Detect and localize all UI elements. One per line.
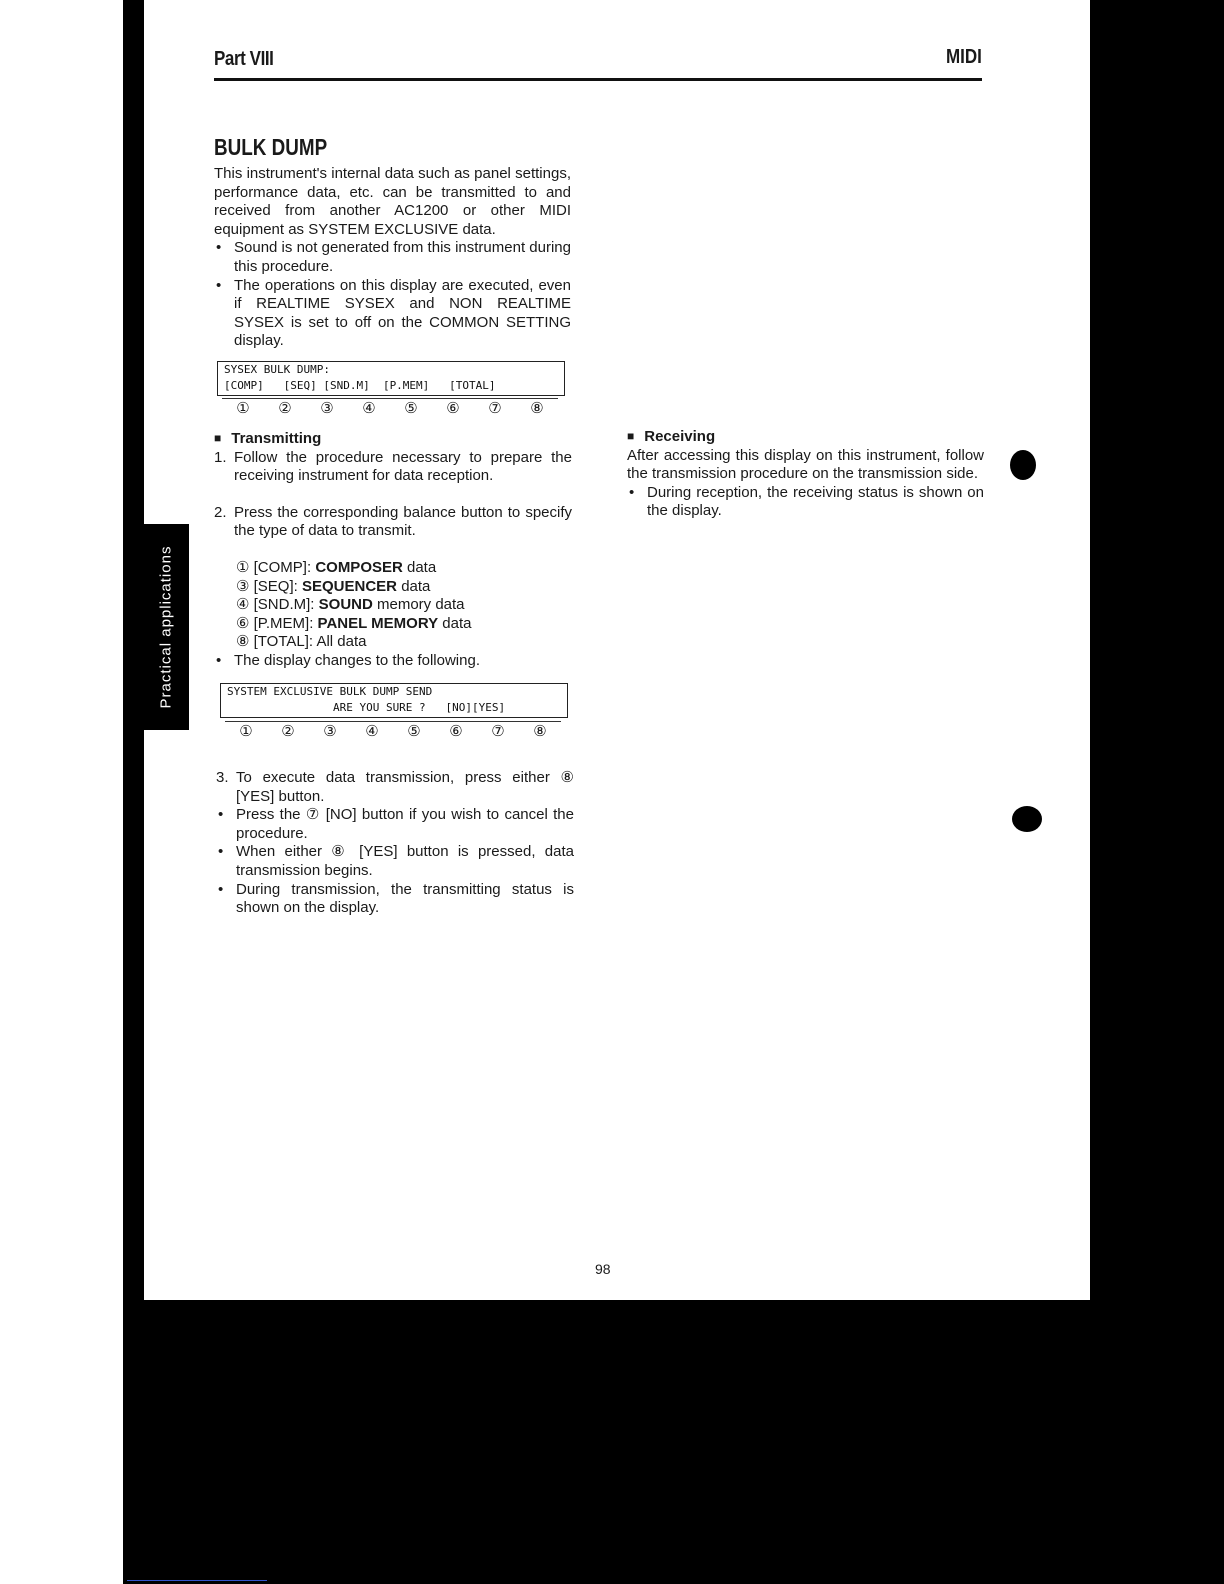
step-text: Press the corresponding balance button to specify the type of data to transmit. bbox=[234, 503, 572, 540]
button-number: ④ bbox=[236, 596, 250, 614]
lcd-display-bulk-dump bbox=[217, 361, 565, 396]
data-type-item bbox=[236, 633, 572, 652]
button-number: ③ bbox=[309, 721, 351, 740]
data-type-rest: memory data bbox=[376, 596, 465, 614]
data-type-rest: data bbox=[442, 614, 472, 632]
button-number: ⑦ bbox=[477, 721, 519, 740]
part-label: Part VIII bbox=[214, 48, 274, 70]
lcd-line-1: SYSTEM EXCLUSIVE BULK DUMP SEND bbox=[227, 685, 433, 698]
scan-artifact-line bbox=[127, 1580, 267, 1581]
side-tab-label: Practical applications bbox=[157, 545, 175, 709]
data-type-key: [SND.M]: bbox=[253, 596, 315, 614]
header-rule bbox=[214, 78, 982, 81]
step-text: Follow the procedure necessary to prepare the receiving instrument for data reception. bbox=[234, 448, 572, 485]
data-type-rest: All data bbox=[316, 633, 367, 651]
button-number: ⑦ bbox=[474, 398, 516, 417]
section-label: MIDI bbox=[946, 46, 982, 68]
receiving-heading: ■ Receiving bbox=[627, 428, 984, 447]
button-number: ⑧ bbox=[236, 633, 250, 651]
button-number: ② bbox=[267, 721, 309, 740]
step-number: 1. bbox=[214, 448, 227, 466]
button-number: ⑧ bbox=[516, 398, 558, 417]
button-number: ④ bbox=[348, 398, 390, 417]
intro-block bbox=[214, 165, 571, 351]
data-type-key: [TOTAL]: bbox=[253, 633, 314, 651]
step-3 bbox=[216, 769, 574, 806]
data-type-list bbox=[214, 559, 572, 652]
lcd-line-2: [COMP] [SEQ] [SND.M] [P.MEM] [TOTAL] bbox=[224, 379, 496, 392]
lcd-line-2: ARE YOU SURE ? [NO][YES] bbox=[227, 701, 506, 714]
button-number: ④ bbox=[351, 721, 393, 740]
button-number-row-1 bbox=[222, 398, 558, 417]
step-number: 3. bbox=[216, 769, 229, 786]
receiving-bullet: • During reception, the receiving status is shown on the display. bbox=[627, 484, 984, 521]
step-text: To execute data transmission, press either ⑧ [YES] button. bbox=[236, 769, 574, 805]
data-type-key: [P.MEM]: bbox=[253, 614, 314, 632]
data-type-item bbox=[236, 596, 572, 615]
step-number: 2. bbox=[214, 503, 227, 521]
data-type-name: COMPOSER bbox=[315, 558, 403, 576]
page-number: 98 bbox=[595, 1261, 611, 1277]
button-number: ⑥ bbox=[432, 398, 474, 417]
step-3-block bbox=[216, 769, 574, 918]
button-number: ⑥ bbox=[435, 721, 477, 740]
data-type-key: [COMP]: bbox=[253, 558, 312, 576]
step-3-bullet: • Press the ⑦ [NO] button if you wish to cancel the procedure. bbox=[216, 806, 574, 843]
step-3-bullet: • When either ⑧ [YES] button is pressed, data transmission begins. bbox=[216, 843, 574, 880]
data-type-item bbox=[236, 615, 572, 634]
display-changes-note: • The display changes to the following. bbox=[214, 652, 572, 671]
lcd-line-1: SYSEX BULK DUMP: bbox=[224, 363, 330, 376]
data-type-rest: data bbox=[407, 558, 437, 576]
data-type-item bbox=[236, 559, 572, 578]
button-number: ② bbox=[264, 398, 306, 417]
data-type-rest: data bbox=[401, 577, 431, 595]
step-2 bbox=[214, 504, 572, 541]
button-number: ⑤ bbox=[390, 398, 432, 417]
scan-border-bottom bbox=[123, 1300, 1090, 1584]
button-number: ⑤ bbox=[393, 721, 435, 740]
button-number: ⑧ bbox=[519, 721, 561, 740]
data-type-name: SEQUENCER bbox=[301, 577, 398, 595]
page-left-margin bbox=[0, 0, 123, 1584]
receiving-text: After accessing this display on this instrument, follow the transmission procedure on the transmission side. bbox=[627, 446, 984, 483]
transmitting-heading: ■ Transmitting bbox=[214, 430, 572, 449]
button-number-row-2 bbox=[225, 721, 561, 740]
receiving-section bbox=[627, 428, 984, 521]
scan-border-right bbox=[1090, 0, 1224, 1584]
step-1 bbox=[214, 449, 572, 486]
binding-hole bbox=[1010, 450, 1036, 480]
button-number: ⑥ bbox=[236, 614, 250, 632]
page-title: BULK DUMP bbox=[214, 134, 328, 160]
intro-bullet: • The operations on this display are executed, even if REALTIME SYSEX and NON REALTIME SYSEX is set to off on the COMMON SETTING display. bbox=[214, 277, 571, 351]
data-type-name: PANEL MEMORY bbox=[317, 614, 439, 632]
button-number: ① bbox=[236, 558, 250, 576]
intro-bullet: • Sound is not generated from this instrument during this procedure. bbox=[214, 239, 571, 276]
button-number: ① bbox=[222, 398, 264, 417]
data-type-key: [SEQ]: bbox=[253, 577, 298, 595]
step-3-bullet: • During transmission, the transmitting status is shown on the display. bbox=[216, 881, 574, 918]
transmitting-section bbox=[214, 430, 572, 671]
intro-text: This instrument's internal data such as panel settings, performance data, etc. can be transmitted to and received from another AC1200 or other MIDI equipment as SYSTEM EXCLUSIVE data. bbox=[214, 165, 571, 238]
binding-hole bbox=[1012, 806, 1042, 832]
lcd-display-confirm bbox=[220, 683, 568, 718]
button-number: ③ bbox=[306, 398, 348, 417]
data-type-name: SOUND bbox=[318, 596, 373, 614]
data-type-item bbox=[236, 578, 572, 597]
button-number: ① bbox=[225, 721, 267, 740]
button-number: ③ bbox=[236, 577, 250, 595]
